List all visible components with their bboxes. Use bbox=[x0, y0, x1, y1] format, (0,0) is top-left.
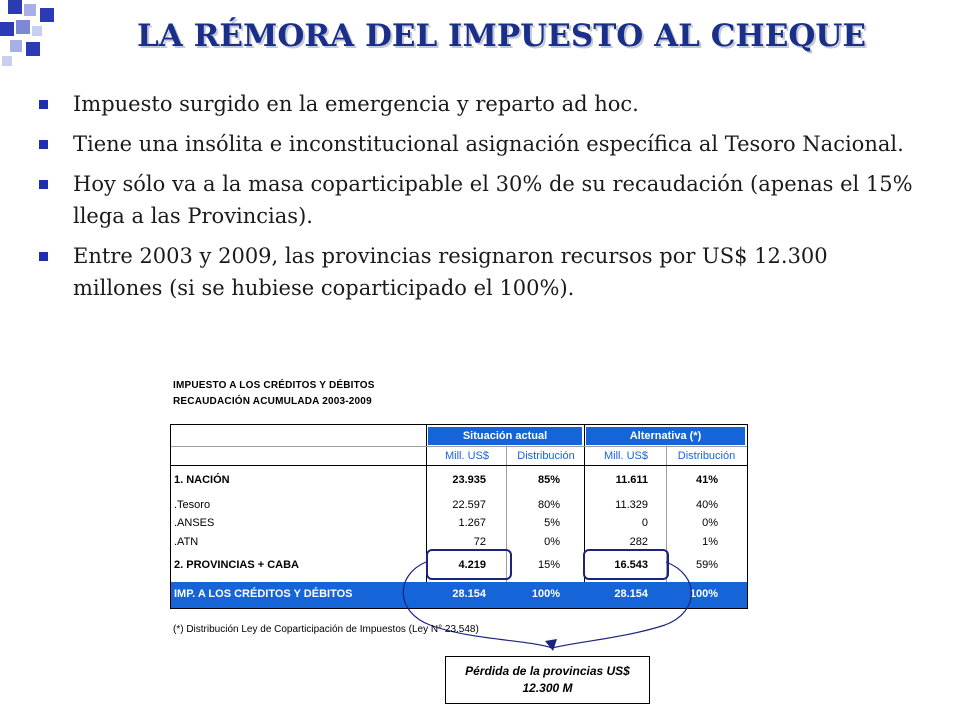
cell-value: 28.154 bbox=[614, 588, 648, 600]
column-header-mill-current: Mill. US$ bbox=[444, 450, 489, 462]
cell-value: 0% bbox=[544, 536, 560, 548]
cell-value: 23.935 bbox=[452, 474, 486, 486]
row-label: 2. PROVINCIAS + CABA bbox=[174, 559, 299, 571]
group-header-current: Situación actual bbox=[428, 427, 582, 445]
cell-value: 0% bbox=[702, 517, 718, 529]
cell-value: 72 bbox=[473, 536, 486, 548]
bullet-text: Hoy sólo va a la masa coparticipable el 30% de su recaudación (apenas el 15% llega a las Provincias). bbox=[73, 172, 913, 228]
cell-value: 40% bbox=[695, 499, 718, 511]
table-subtitle: RECAUDACIÓN ACUMULADA 2003-2009 bbox=[173, 396, 372, 407]
loss-callout bbox=[445, 656, 650, 704]
group-header-alternative: Alternativa (*) bbox=[586, 427, 745, 445]
row-label: .Tesoro bbox=[174, 499, 211, 511]
cell-value: 80% bbox=[537, 499, 560, 511]
bullet-text: Tiene una insólita e inconstitucional asignación específica al Tesoro Nacional. bbox=[73, 132, 904, 156]
cell-value: 4.219 bbox=[458, 559, 486, 571]
row-label: 1. NACIÓN bbox=[174, 474, 230, 486]
loss-callout-line1: Pérdida de la provincias US$ bbox=[465, 664, 630, 678]
cell-value: 1% bbox=[702, 536, 718, 548]
bullet-text: Entre 2003 y 2009, las provincias resignaron recursos por US$ 12.300 millones (si se hubiese coparticipado el 100%). bbox=[73, 244, 828, 300]
slide-title: LA RÉMORA DEL IMPUESTO AL CHEQUE bbox=[137, 18, 866, 54]
cell-value: 11.611 bbox=[615, 474, 648, 486]
cell-value: 41% bbox=[695, 474, 718, 486]
cell-value: 1.267 bbox=[458, 517, 486, 529]
table-footnote: (*) Distribución Ley de Coparticipación de Impuestos (Ley N° 23.548) bbox=[173, 624, 479, 635]
column-header-dist-alt: Distribución bbox=[677, 450, 736, 462]
cell-value: 5% bbox=[544, 517, 560, 529]
cell-value: 282 bbox=[629, 536, 648, 548]
cell-value: 100% bbox=[689, 588, 718, 600]
cell-value: 15% bbox=[537, 559, 560, 571]
cell-value: 16.543 bbox=[614, 559, 648, 571]
cell-value: 22.597 bbox=[452, 499, 486, 511]
column-header-dist-current: Distribución bbox=[517, 450, 575, 462]
cell-value: 100% bbox=[531, 588, 560, 600]
row-label: .ANSES bbox=[174, 517, 215, 529]
cell-value: 11.329 bbox=[615, 499, 648, 511]
row-label: .ATN bbox=[174, 536, 199, 548]
cell-value: 59% bbox=[695, 559, 718, 571]
cell-value: 28.154 bbox=[452, 588, 486, 600]
cell-value: 85% bbox=[537, 474, 560, 486]
column-header-mill-alt: Mill. US$ bbox=[603, 450, 648, 462]
row-label: IMP. A LOS CRÉDITOS Y DÉBITOS bbox=[174, 588, 353, 600]
cell-value: 0 bbox=[641, 517, 648, 529]
bullet-text: Impuesto surgido en la emergencia y reparto ad hoc. bbox=[73, 92, 639, 116]
table-title: IMPUESTO A LOS CRÉDITOS Y DÉBITOS bbox=[173, 380, 375, 391]
loss-callout-line2: 12.300 M bbox=[522, 681, 573, 695]
